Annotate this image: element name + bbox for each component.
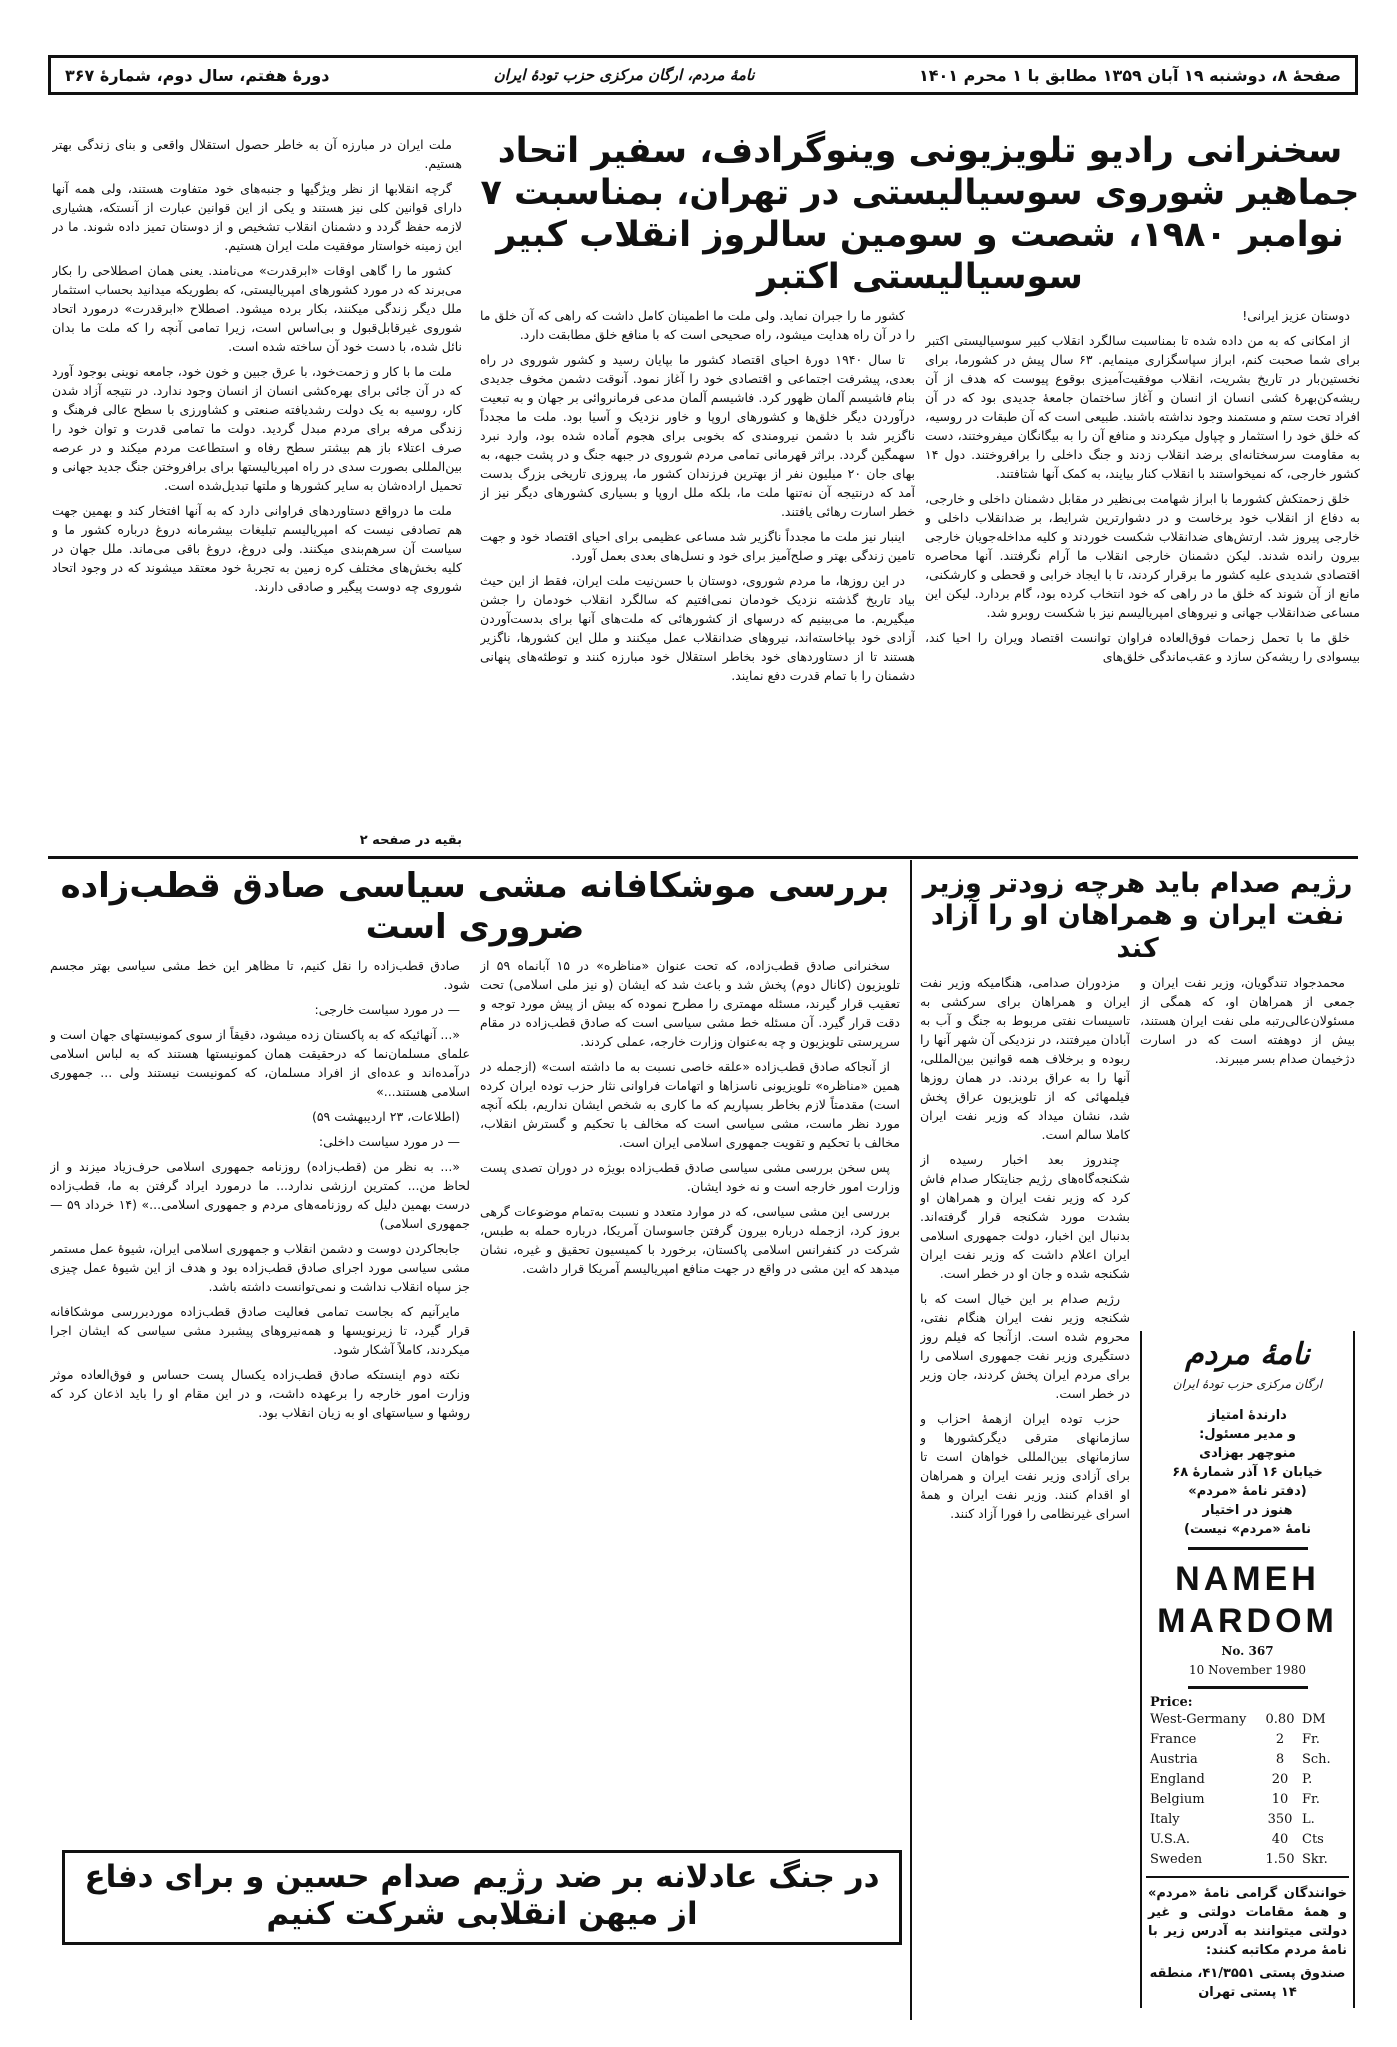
divider: [1146, 1876, 1349, 1878]
article2: [50, 866, 900, 1840]
paragraph: گرچه انقلابها از نظر ویژگیها و جنبه‌های خود متفاوت هستند، ولی همه آنها دارای قوانین کلی نیز هستند و یکی از این قوانین عبارت از آنستکه، هشیاری لازمه حفظ گردد و دشمنان انقلاب تشخیص و از دوستان تمیز داده شوند. ما در این زمینه خواستار موفقیت ملت ایران هستیم.: [52, 181, 462, 253]
price-amount: 350: [1267, 1812, 1293, 1827]
price-row: [1150, 1810, 1353, 1830]
paragraph: دوستان عزیز ایرانی!: [1242, 308, 1350, 323]
price-currency: L.: [1302, 1812, 1315, 1827]
paragraph: محمدجواد تندگویان، وزیر نفت ایران و جمعی از همراهان او، که همگی از مسئولان‌عالی‌رتبه ملی نفت ایران هستند، بیش از دوهفته است که در اسارت دژخیمان صدام بسر میبرند.: [1140, 975, 1355, 1067]
article3: [920, 868, 1355, 2008]
paragraph: «... به نظر من (قطب‌زاده) روزنامه جمهوری اسلامی حرف‌زیاد میزند و از لحاظ من... کمترین ارزشی ندارد... ما درمورد ایراد گرفتن به ما، قطب‌زاده درست بهمین دلیل که روزنامه‌های مردم و جمهوری اسلامی...» (۱۴ خرداد ۵۹ — جمهوری اسلامی): [50, 1158, 470, 1231]
divider: [1188, 1686, 1308, 1689]
paragraph: خلق ما با تحمل زحمات فوق‌العاده فراوان توانست اقتصاد ویران را احیا کند، بیسوادی را ریشه‌کن سازد و عقب‌ماندگی خلق‌های: [925, 630, 1360, 664]
po-box: صندوق پستی ۴۱/۳۵۵۱، منطقه ۱۴ پستی تهران: [1149, 1966, 1346, 2000]
paragraph: — در مورد سیاست خارجی:: [314, 1001, 460, 1017]
price-row: [1150, 1710, 1353, 1730]
date-line: صفحهٔ ۸، دوشنبه ۱۹ آبان ۱۳۵۹ مطابق با ۱ محرم ۱۴۰۱: [918, 65, 1341, 85]
publisher-line: (دفتر نامهٔ «مردم»: [1188, 1484, 1307, 1499]
price-row: [1150, 1750, 1353, 1770]
price-country: Italy: [1150, 1812, 1180, 1827]
price-row: [1150, 1850, 1353, 1870]
article1-col-left: [52, 135, 462, 827]
article3-col-left: [920, 973, 1130, 2008]
article1: [480, 130, 1360, 850]
price-currency: DM: [1302, 1712, 1326, 1727]
paragraph: ملت ما با کار و زحمت‌خود، با عرق جبین و خون خود، جامعه نوینی بوجود آورد که در آن جائی برای بهره‌کشی انسان از انسان وجود ندارد. در نتیجه آزاد شدن کار، روسیه به یک دولت رشدیافته صنعتی و کشاورزی با سطح عالی فرهنگ و زندگی مرفه برای مردم مبدل گردید. دولت ما تمامی قدرت و توان خود را صرف اعتلاء باز هم بیشتر سطح رفاه و استطاعت مردم میکند و در عرصه بین‌المللی بصورت سدی در راه امپریالیستها برای برافروختن جنگ جدید جهانی و تحمیل اراده‌شان به سایر کشورها و ملتها تبدیل‌شده است.: [52, 364, 462, 493]
price-currency: Fr.: [1302, 1732, 1320, 1747]
paragraph: مزدوران صدامی، هنگامیکه وزیر نفت ایران و همراهان برای سرکشی به تاسیسات نفتی مربوط به جنگ و آب به آبادان میرفتند، در نزدیکی آن شهر آنها را ربوده و برخلاف همه قوانین بین‌المللی، آنها را به عراق بردند. در همان روزها فیلمهائی که از تلویزیون عراق پخش شد، نشان میداد که وزیر نفت ایران کاملا سالم است.: [920, 975, 1130, 1143]
price-label: Price:: [1150, 1695, 1193, 1710]
price-country: Belgium: [1150, 1792, 1205, 1807]
paragraph: از آنجاکه صادق قطب‌زاده «علقه خاصی نسبت به ما داشته است» (ازجمله در همین «مناظره» تلویزیونی ناسزاها و اتهامات فراوانی نثار حزب توده ایران کرده است) مقدمتاً لازم بخاطر بسپاریم که ما کاری به شخص ایشان نداریم، بلکه آنچه مورد نظر ماست، مشی سیاسی است که مخالف با تحکیم و گسترش انقلاب، مخالف با تحکیم و تقویت جمهوری اسلامی ایران است.: [480, 1058, 900, 1150]
paragraph: تا سال ۱۹۴۰ دورهٔ احیای اقتصاد کشور ما بپایان رسید و کشور شوروی در راه بعدی، پیشرفت اجتماعی و اقتصادی خود را آغاز نمود. آنوقت دشمن مخوف جدیدی بنام فاشیسم آلمان ظهور کرد. فاشیسم آلمان مدعی فرمانروائی بر جهان و به تبعیت درآوردن دیگر خلق‌ها و کشورهای اروپا و خاور نزدیک و آسیا بود. ملت ما مجدداً ناگزیر شد با دشمن نیرومندی که بخوبی برای هجوم آماده شده بود، وارد نبرد سهمگین گردد. براثر قهرمانی تمامی مردم شوروی در جبهه جنگ و در پشت جبهه، به بهای جان ۲۰ میلیون نفر از بهترین فرزندان کشور ما، پیروزی تاریخی بزرگ بدست آمد که درنتیجه آن نه‌تنها ملت ما، بلکه ملل اروپا و بسیاری کشورهای دیگر نیز از خطر اسارت رهائی یافتند.: [480, 352, 915, 519]
paragraph: (اطلاعات، ۲۳ اردیبهشت ۵۹): [311, 1108, 460, 1124]
masthead-box: [1140, 1331, 1355, 2008]
paragraph: حزب توده ایران ازهمهٔ احزاب و سازمانهای مترقی دیگرکشورها و سازمانهای بین‌المللی خواهان است تا برای آزادی وزیر نفت ایران و همراهان او اقدام کنند. وزیر نفت ایران و همهٔ اسرای غیرنظامی را فورا آزاد کنند.: [920, 1411, 1130, 1522]
price-currency: P.: [1302, 1772, 1313, 1787]
divider: [1188, 1547, 1308, 1550]
banner-slogan: در جنگ عادلانه بر ضد رژیم صدام حسین و برای دفاع از میهن انقلابی شرکت کنیم: [62, 1850, 902, 1945]
paragraph: جابجاکردن دوست و دشمن انقلاب و جمهوری اسلامی ایران، شیوهٔ عمل مستمر مشی سیاسی مورد اجرای صادق قطب‌زاده بود و هدف از این شیوهٔ عمل چیزی جز سپاه انقلاب نداشت و نمی‌توانست داشته باشد.: [50, 1240, 470, 1294]
paragraph: چندروز بعد اخبار رسیده از شکنجه‌گاه‌های رژیم جنایتکار صدام فاش کرد که وزیر نفت ایران و همراهان او بشدت مورد شکنجه قرار گرفته‌اند. بدنبال این اخبار، دولت جمهوری اسلامی ایران اعلام داشت که وزیر نفت ایران شکنجه شده و جان او در خطر است.: [920, 1152, 1130, 1282]
paragraph: در این روزها، ما مردم شوروی، دوستان با حسن‌نیت ملت ایران، فقط از این حیث بیاد تاریخ گذشته نزدیک خودمان نمی‌افتیم که سالگرد انقلاب خودمان را جشن میگیریم. ما می‌بینیم که درسهای از کشورهائی که ملت‌های آنها برای بدست‌آوردن آزادی خود بپاخاسته‌اند، نیروهای ضدانقلاب عمل میکنند و ملل این کشورها، ناگزیر هستند تا از دستاوردهای خود بخاطر استقلال خود مبارزه کنند و توطئه‌های پنهانی دشمنان را با تمام قدرت دفع نمایند.: [480, 573, 915, 683]
article1-headline: سخنرانی رادیو تلویزیونی وینوگرادف، سفیر اتحاد جماهیر شوروی سوسیالیستی در تهران، بمناسبت ۷ نوامبر ۱۹۸۰، شصت و سومین سالروز انقلاب کبیر سوسیالیستی اکتبر: [480, 131, 1360, 297]
issue-number: No. 367: [1221, 1644, 1274, 1658]
price-currency: Cts: [1302, 1832, 1324, 1847]
divider: [910, 860, 912, 2020]
price-row: [1150, 1790, 1353, 1810]
article2-col-right: [480, 956, 900, 1840]
paragraph: پس سخن بررسی مشی سیاسی صادق قطب‌زاده بویژه در دوران تصدی پست وزارت امور خارجه است و نه خود ایشان.: [480, 1159, 900, 1194]
paragraph: خلق زحمتکش کشورما با ابراز شهامت بی‌نظیر در مقابل دشمنان داخلی و خارجی، به دفاع از انقلاب خود برخاست و در دشوارترین شرایط، بر ضدانقلاب داخلی و خارجی پیروز شد. ارتش‌های ضدانقلاب شکست خوردند و کلیه مداخله‌جویان خارجی بیرون رانده شدند. لیکن دشمنان خارجی انقلاب ما آرام نگرفتند. آنها محاصره اقتصادی شدیدی علیه کشور ما برقرار کردند، تا با ایجاد خرابی و قحطی و کارشکنی، مانع از آن شوند که خلق ما در راهی که خود انتخاب کرده بود، گام بردارد. لیکن این مساعی ضدانقلاب جهانی و نیروهای امپریالیسم نیز با شکست روبرو شد.: [925, 491, 1360, 620]
price-amount: 0.80: [1265, 1712, 1295, 1727]
page-header: [48, 55, 1358, 95]
article3-col-top-right: [1140, 973, 1355, 1325]
price-country: Austria: [1150, 1752, 1198, 1767]
article1-col-right: [925, 306, 1360, 850]
publisher-info: [1142, 1406, 1353, 1539]
price-row: [1150, 1770, 1353, 1790]
price-country: France: [1150, 1732, 1197, 1747]
paragraph: از امکانی که به من داده شده تا بمناسبت سالگرد انقلاب کبیر سوسیالیستی اکتبر برای شما صحبت کنم، ابراز سپاسگزاری مینمایم. ۶۳ سال پیش در کشورما، برای نخستین‌بار در تاریخ بشریت، انقلاب موفقیت‌آمیزی بوقوع پیوست که هدف از آن ریشه‌کن‌بهرهٔ کشی انسان از انسان و آغاز ساختمان جامعهٔ جدیدی بود که در آن افراد تحت ستم و مستمند وجود نداشته باشند. طبیعی است که آن طبقات در روسیه، که خلق خود را استثمار و چپاول میکردند و منافع آن را به بیگانگان میفروختند، دست به مقاومت سرسختانه‌ای برضد انقلاب زدند و جنگ داخلی را برافروختند. دول ۱۴ کشور خارجی، که نمیخواستند با انقلاب کنار بیایند، به کمک آنها شتافتند.: [925, 333, 1360, 481]
issue-date: 10 November 1980: [1189, 1663, 1306, 1677]
price-row: [1150, 1730, 1353, 1750]
paragraph: سخنرانی صادق قطب‌زاده، که تحت عنوان «مناظره» در ۱۵ آبانماه ۵۹ از تلویزیون (کانال دوم) پخش شد و باعث شد که ایشان (و نیز ملی اسلامی) تحت تعقیب قرار گیرند، مسئله مهمتری را مطرح نموده که بیش از پیش مورد توجه و دقت قرار گیرد. آن مسئله خط مشی سیاسی است که صادق قطب‌زاده در مقام سرپرستی تلویزیون و چه به‌عنوان وزارت خارجه، عملی کردند.: [480, 957, 900, 1049]
divider: [48, 856, 1358, 859]
price-amount: 2: [1275, 1732, 1285, 1747]
article1-col-mid: [480, 306, 915, 850]
continued-note: بقیه در صفحه ۲: [359, 833, 462, 848]
price-currency: Fr.: [1302, 1792, 1320, 1807]
paragraph: کشور ما را گاهی اوقات «ابرقدرت» می‌نامند. یعنی همان اصطلاحی را بکار می‌برند که در مورد کشورهای امپریالیستی، که بطوریکه میدانید بحساب استثمار ملل دیگر زندگی میکنند، بکار برده میشود. اصطلاح «ابرقدرت» درمورد اتحاد شوروی غیرقابل‌قبول و بی‌اساس است، زیرا تمامی آنچه را که ملت ما بدان نائل شده، با دست خود آن ساخته شده است.: [52, 263, 462, 354]
issue-line: دورهٔ هفتم، سال دوم، شمارهٔ ۳۶۷: [65, 65, 330, 85]
price-country: Sweden: [1150, 1852, 1203, 1867]
price-list: [1142, 1710, 1353, 1870]
paper-name: نامهٔ مردم، ارگان مرکزی حزب تودهٔ ایران: [493, 66, 755, 84]
publisher-line: هنوز در اختیار: [1202, 1503, 1293, 1518]
paragraph: رژیم صدام بر این خیال است که با شکنجه وزیر نفت ایران هنگام نفتی، محروم شده است. ازآنجا که فیلم روز دستگیری وزیر نفت جمهوری اسلامی را برای مردم ایران پخش کردند، جان وزیر در خطر است.: [920, 1291, 1130, 1402]
paragraph: صادق قطب‌زاده را نقل کنیم، تا مظاهر این خط مشی سیاسی بهتر مجسم شود.: [50, 957, 470, 992]
paragraph: مایرآنیم که بجاست تمامی فعالیت صادق قطب‌زاده موردبررسی موشکافانه قرار گیرد، تا زیرنویسها و همه‌نیروهای پیشبرد مشی سیاسی که ایشان اجرا میکردند، کاملاً آشکار شود.: [50, 1303, 470, 1357]
paragraph: ملت ایران در مبارزه آن به خاطر حصول استقلال واقعی و بنای زندگی بهتر هستیم.: [52, 137, 462, 171]
masthead-logo: نامهٔ مردم: [1185, 1337, 1310, 1372]
price-amount: 1.50: [1265, 1852, 1295, 1867]
publisher-line: خیابان ۱۶ آذر شمارهٔ ۶۸: [1172, 1465, 1323, 1480]
paragraph: اینبار نیز ملت ما مجدداً ناگزیر شد مساعی عظیمی برای احیای اقتصاد خود و جهت تامین زندگی بهتر و صلح‌آمیز برای خود و نسل‌های بعدی بعمل آورد.: [480, 529, 915, 563]
english-title: [1142, 1558, 1353, 1642]
publisher-line: منوچهر بهزادی: [1199, 1446, 1296, 1461]
publisher-line: نامهٔ «مردم» نیست): [1184, 1522, 1311, 1537]
paragraph: کشور ما را جبران نماید. ولی ملت ما اطمینان کامل داشت که راهی که آن خلق ما را در آن راه هدایت میشود، راه صحیحی است که با منافع خلق مطابقت دارد.: [480, 308, 915, 342]
price-amount: 10: [1271, 1792, 1289, 1807]
price-country: U.S.A.: [1150, 1832, 1190, 1847]
english-title-line: NAMEH: [1175, 1560, 1320, 1598]
price-row: [1150, 1830, 1353, 1850]
price-country: England: [1150, 1772, 1205, 1787]
paragraph: نکته دوم اینستکه صادق قطب‌زاده یکسال پست حساس و فوق‌العاده موثر وزارت امور خارجه را برعهده داشت، و در این مقام او را باید اذعان کرد که روشها و سیاستهای او به زیان انقلاب بود.: [50, 1366, 470, 1420]
masthead-subtitle: ارگان مرکزی حزب تودهٔ ایران: [1172, 1377, 1323, 1391]
price-currency: Sch.: [1302, 1752, 1331, 1767]
publisher-line: دارندهٔ امتیاز: [1208, 1408, 1287, 1423]
price-amount: 40: [1271, 1832, 1289, 1847]
paragraph: «... آنهائیکه که به پاکستان زده میشود، دقیقاً از سوی کمونیستهای جهان است و علمای مسلمان‌نما که درحقیقت همان کمونیستها هستند که به لباس اسلامی درآمده‌اند و عده‌ای از افراد مسلمان، که کمونیست نیستند ولی ... جمهوری اسلامی هستند...»: [50, 1026, 470, 1099]
article3-headline: رژیم صدام باید هرچه زودتر وزیر نفت ایران و همراهان او را آزاد کند: [922, 868, 1353, 964]
article2-col-left: [50, 956, 470, 1840]
price-country: West-Germany: [1150, 1712, 1247, 1727]
readers-note: خوانندگان گرامی نامهٔ «مردم» و همهٔ مقامات دولتی و غیر دولتی میتوانند به آدرس زیر با نامهٔ مردم مکاتبه کنند:: [1148, 1886, 1347, 1958]
paragraph: — در مورد سیاست داخلی:: [318, 1133, 460, 1149]
english-title-line: MARDOM: [1157, 1602, 1338, 1640]
article3-right-stack: [1140, 973, 1355, 2008]
paragraph: بررسی این مشی سیاسی، که در موارد متعدد و نسبت به‌تمام موضوعات گرهی بروز کرد، ازجمله درباره بیرون گرفتن جاسوسان آمریکا، درباره حمله به طبس، شرکت در کنفرانس اسلامی پاکستان، برخورد با کمیسیون تحقیق و غیره، نشان میدهد که این مشی در واقع در جهت منافع امپریالیسم آمریکا قرار داشت.: [480, 1203, 900, 1276]
article2-headline: بررسی موشکافانه مشی سیاسی صادق قطب‌زاده ضروری است: [60, 866, 890, 947]
paragraph: ملت ما درواقع دستاوردهای فراوانی دارد که به آنها افتخار کند و بهمین جهت هم تصادفی نیست که امپریالیسم تبلیغات بیشرمانه دروغ درباره کشور ما و سیاست آن سرهم‌بندی میکنند. ولی دروغ، دروغ باقی می‌ماند. ملل جهان در کلیه بخش‌های مختلف کره زمین به تجربهٔ خود معتقد میشوند که در وجود اتحاد شوروی چه دوست پیگیر و صادقی دارند.: [52, 503, 462, 594]
publisher-line: و مدیر مسئول:: [1199, 1427, 1296, 1442]
price-amount: 8: [1275, 1752, 1285, 1767]
price-amount: 20: [1271, 1772, 1289, 1787]
price-currency: Skr.: [1302, 1852, 1328, 1867]
article1-left-block: [52, 135, 462, 850]
